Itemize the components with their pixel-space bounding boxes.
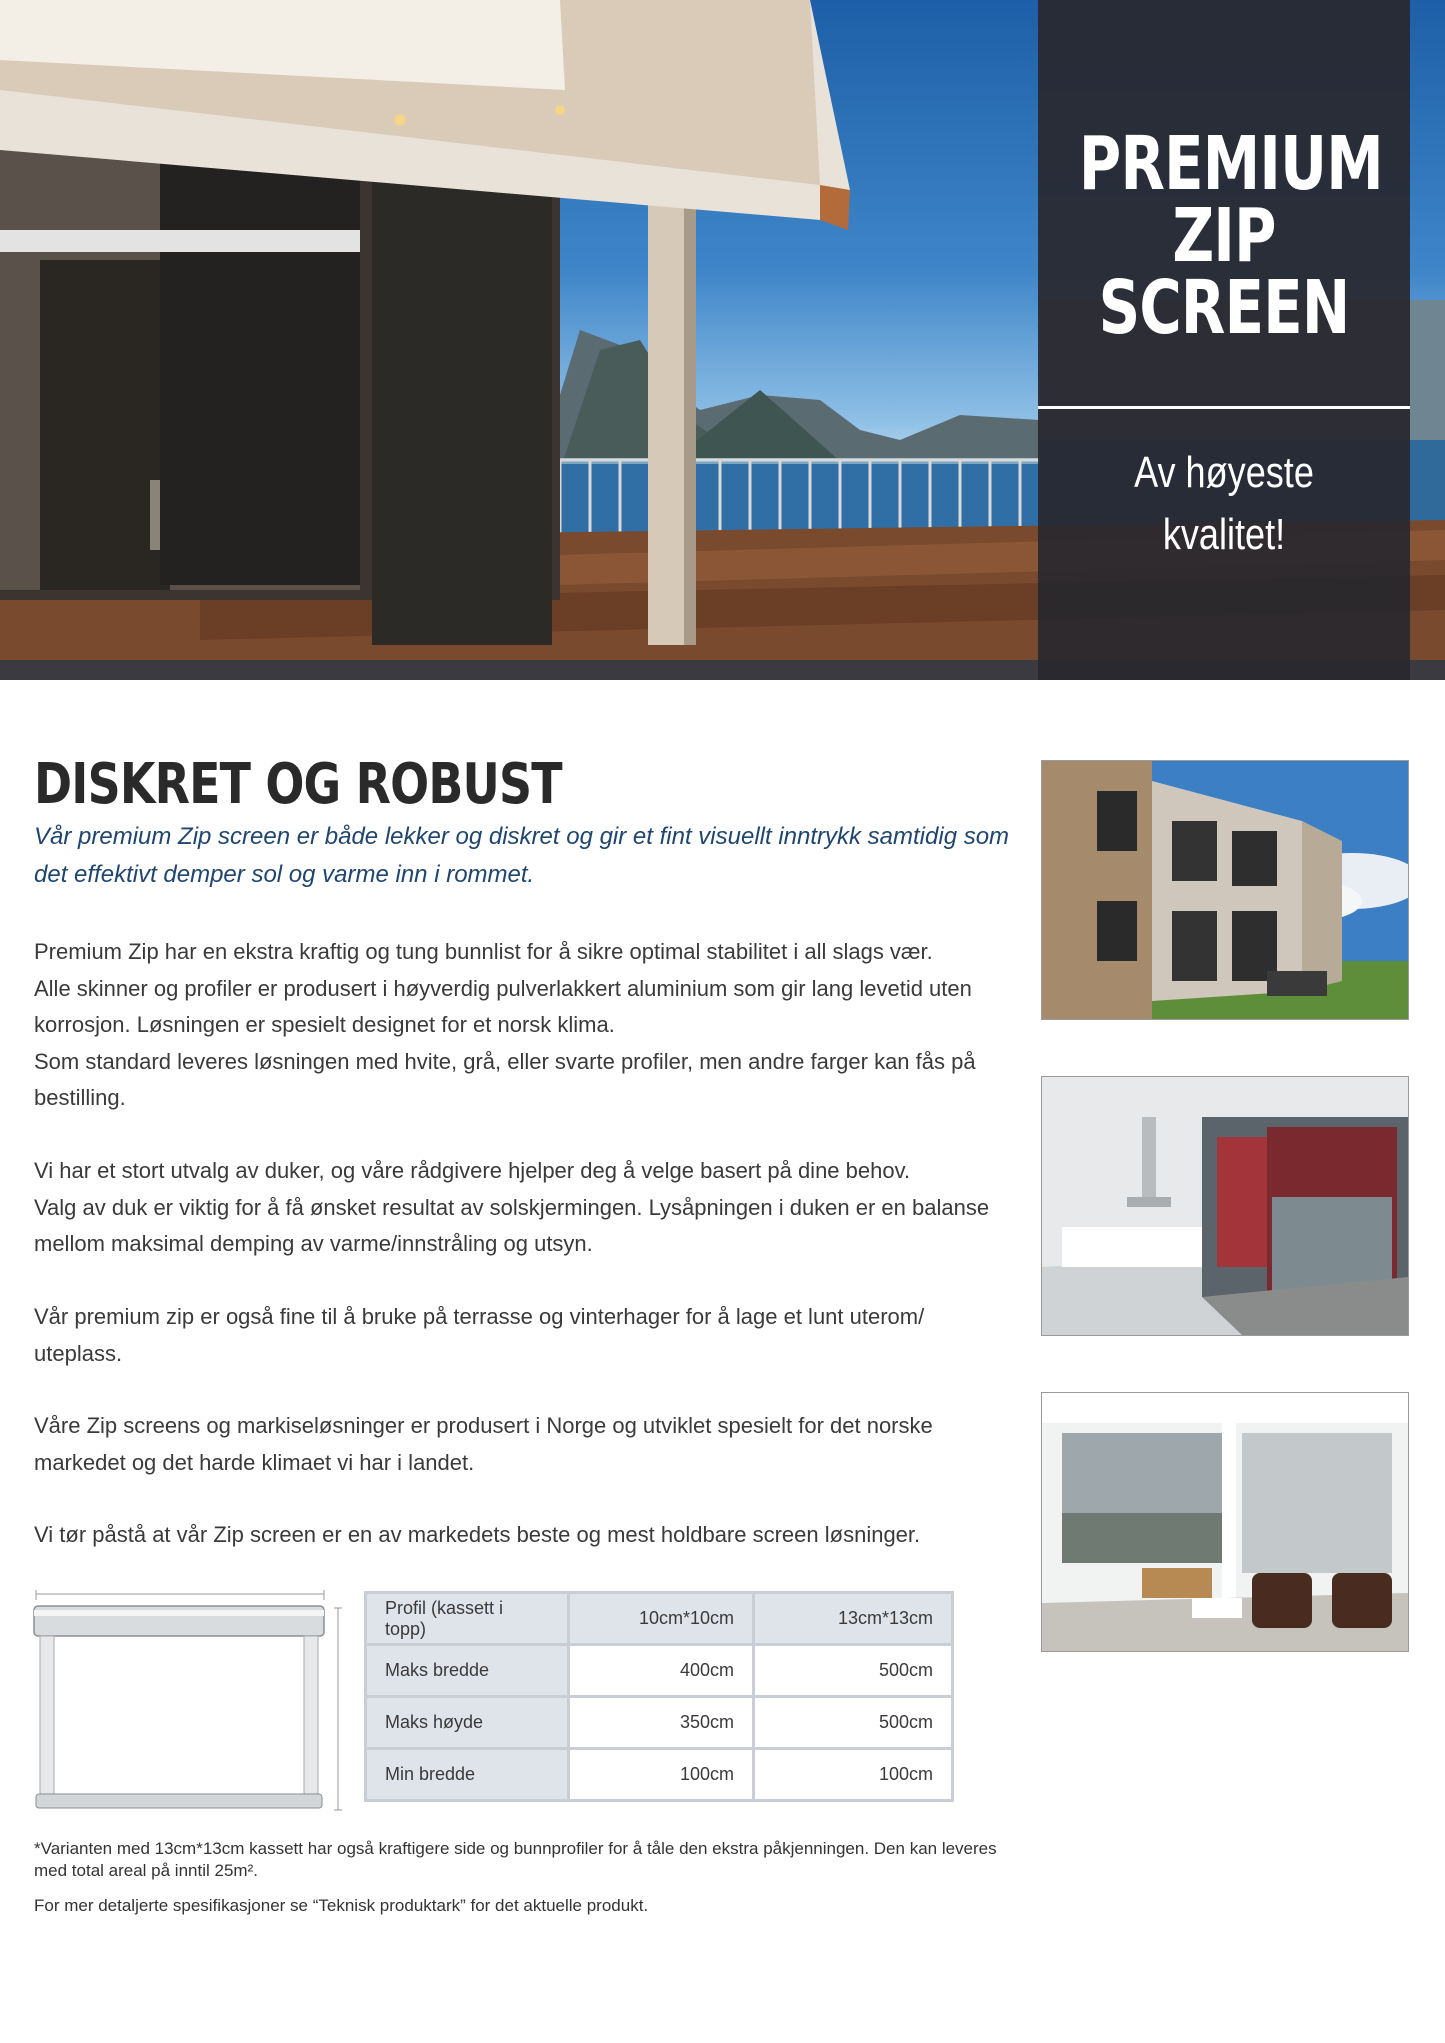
photo-kitchen-interior xyxy=(1041,1076,1409,1336)
table-row xyxy=(366,1593,953,1645)
body-paragraph-5 xyxy=(34,1517,1024,1554)
table-cell: 100cm xyxy=(754,1749,953,1801)
lead-paragraph: Vår premium Zip screen er både lekker og diskret og gir et fint visuellt inntrykk samtidig som det effektivt demper sol og varme inn i rommet. xyxy=(34,823,1010,888)
body-paragraph-1 xyxy=(34,934,1024,1117)
table-cell-label: Maks bredde xyxy=(366,1645,569,1697)
body-line: Vi tør påstå at vår Zip screen er en av markedets beste og mest holdbare screen løsninger. xyxy=(34,1522,921,1547)
table-cell-label: Maks høyde xyxy=(366,1697,569,1749)
photo-living-room xyxy=(1041,1392,1409,1652)
body-line: Alle skinner og profiler er produsert i høyverdig pulverlakkert aluminium som gir lang levetid uten korrosjon. Løsningen er spesielt designet for et norsk klima. xyxy=(34,975,972,1037)
table-cell: 13cm*13cm xyxy=(754,1593,953,1645)
body-line: Vår premium zip er også fine til å bruke på terrasse og vinterhager for å lage et lunt uterom/ uteplass. xyxy=(34,1304,925,1366)
body-paragraph-3 xyxy=(34,1299,1004,1372)
tagline-line-2: kvalitet! xyxy=(1162,510,1286,559)
table-cell-label: Min bredde xyxy=(366,1749,569,1801)
footnote-specs: For mer detaljerte spesifikasjoner se “Teknisk produktark” for det aktuelle produkt. xyxy=(34,1896,649,1915)
table-cell-label: Profil (kassett i topp) xyxy=(366,1593,569,1645)
table-cell: 100cm xyxy=(569,1749,754,1801)
table-cell: 350cm xyxy=(569,1697,754,1749)
table-cell: 400cm xyxy=(569,1645,754,1697)
product-tagline xyxy=(1071,442,1376,566)
title-panel xyxy=(1038,0,1410,680)
product-title xyxy=(1078,121,1383,351)
title-line-1: PREMIUM xyxy=(1078,121,1383,207)
product-diagram xyxy=(32,1588,348,1824)
body-line: Premium Zip har en ekstra kraftig og tung bunnlist for å sikre optimal stabilitet i all slags vær. xyxy=(34,939,933,964)
body-paragraph-2 xyxy=(34,1153,1024,1263)
table-row xyxy=(366,1749,953,1801)
body-line: Våre Zip screens og markiseløsninger er produsert i Norge og utviklet spesielt for det norske markedet og det harde klimaet vi har i landet. xyxy=(34,1413,933,1475)
spec-table xyxy=(364,1591,954,1802)
table-cell: 500cm xyxy=(754,1645,953,1697)
title-line-3: SCREEN xyxy=(1098,265,1350,351)
table-row xyxy=(366,1645,953,1697)
body-paragraph-4 xyxy=(34,1408,934,1481)
body-line: Valg av duk er viktig for å få ønsket resultat av solskjermingen. Lysåpningen i duken er en balanse mellom maksimal demping av varme/innstråling og utsyn. xyxy=(34,1194,990,1256)
hero-banner xyxy=(0,0,1445,680)
table-row xyxy=(366,1697,953,1749)
title-line-2: ZIP xyxy=(1172,193,1276,279)
tagline-line-1: Av høyeste xyxy=(1134,448,1314,497)
table-cell: 10cm*10cm xyxy=(569,1593,754,1645)
section-heading: DISKRET OG ROBUST xyxy=(34,752,562,817)
body-line: Som standard leveres løsningen med hvite, grå, eller svarte profiler, men andre farger kan fås på bestilling. xyxy=(34,1048,976,1110)
body-line: Vi har et stort utvalg av duker, og våre rådgivere hjelper deg å velge basert på dine behov. xyxy=(34,1158,911,1183)
photo-house-exterior xyxy=(1041,760,1409,1020)
footnote-variant: *Varianten med 13cm*13cm kassett har også kraftigere side og bunnprofiler for å tåle den ekstra påkjenningen. Den kan leveres med total areal på inntil 25m². xyxy=(34,1839,997,1880)
title-divider xyxy=(1038,406,1410,409)
table-cell: 500cm xyxy=(754,1697,953,1749)
